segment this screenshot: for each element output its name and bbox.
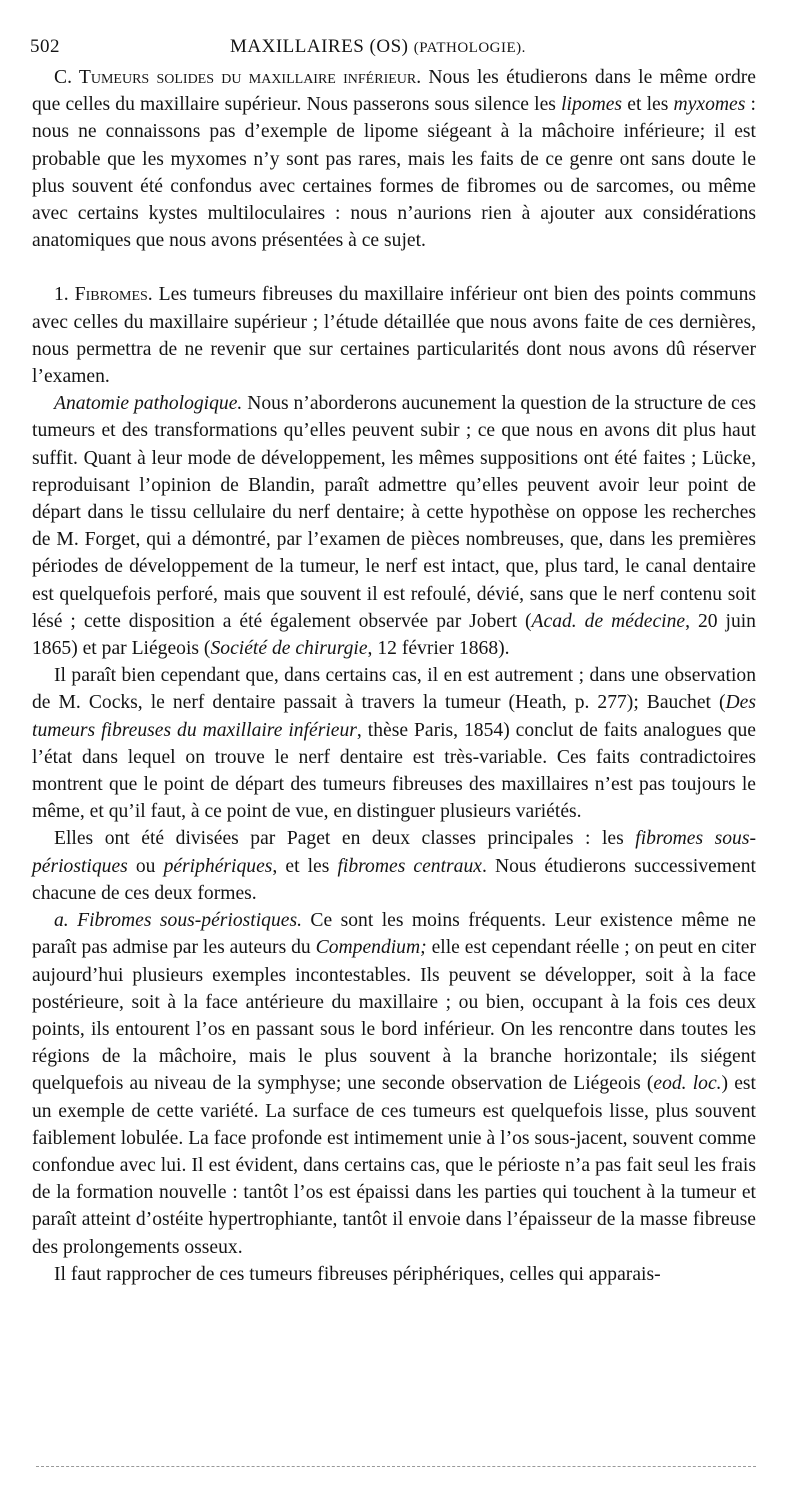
page-header [30,36,770,60]
running-title-main: MAXILLAIRES (OS) [230,36,409,57]
paragraph-fibromes: 1. Fibromes. Les tumeurs fibreuses du maxillaire inférieur ont bien des points communs avec celles du maxillaire supérieur ; l’étude détaillée que nous avons faite de ces dernières, nous permettra de ne revenir que sur certaines particularités dont nous avons dû réserver l’examen. [32,284,756,388]
paragraph-paget: Elles ont été divisées par Paget en deux classes principales : les fibromes sous-périostiques ou périphériques, et les fibromes centraux. Nous étudierons successivement chacune de ces deux formes. [32,828,756,904]
paragraph-anatomie-pathologique: Anatomie pathologique. Nous n’aborderons aucunement la question de la structure de ces tumeurs et des transformations qu’elles peuvent subir ; ce que nous en avons dit plus haut suffit. Quant à leur mode de développement, les mêmes suppositions ont été faites ; Lücke, reproduisant l’opinion de Blandin, paraît admettre qu’elles peuvent avoir leur point de départ dans le tissu cellulaire du nerf dentaire; à cette hypothèse on oppose les recherches de M. Forget, qui a démontré, par l’examen de pièces nombreuses, que, dans les premières périodes de développement de la tumeur, le nerf est intact, que, plus tard, le canal dentaire est quelquefois perforé, mais que souvent il est refoulé, dévié, sans que le nerf contenu soit lésé ; cette disposition a été également observée par Jobert (Acad. de médecine, 20 juin 1865) et par Liégeois (Société de chirurgie, 12 février 1868). [32,393,757,660]
paragraph-tumeurs-solides: C. Tumeurs solides du maxillaire inférieur. Nous les étudierons dans le même ordre que celles du maxillaire supérieur. Nous passerons sous silence les lipomes et les myxomes : nous ne connaissons pas d’exemple de lipome siégeant à la mâchoire inférieure; il est probable que les myxomes n’y sont pas rares, mais les faits de ce genre ont sans doute le plus souvent été confondus avec certaines formes de fibromes ou de sarcomes, ou même avec certains kystes multiloculaires : nous n’aurions rien à ajouter aux considérations anatomiques que nous avons présentées à ce sujet. [32,67,757,252]
paragraph-fibromes-sous-periostiques: a. Fibromes sous-périostiques. Ce sont les moins fréquents. Leur existence même ne paraît pas admise par les auteurs du Compendium; elle est cependant réelle ; on peut en citer aujourd’hui plusieurs exemples incontestables. Ils peuvent se développer, soit à la face postérieure, soit à la face antérieure du maxillaire ; ou bien, occupant à la fois ces deux points, ils entourent l’os en passant sous le bord inférieur. On les rencontre dans toutes les régions de la mâchoire, mais le plus souvent à la branche horizontale; ils siégent quelquefois au niveau de la symphyse; une seconde observation de Liégeois (eod. loc.) est un exemple de cette variété. La surface de ces tumeurs est quelquefois lisse, plus souvent faiblement lobulée. La face profonde est intimement unie à l’os sous-jacent, souvent comme confondue avec lui. Il est évident, dans certains cas, que le périoste n’a pas fait seul les frais de la formation nouvelle : tantôt l’os est épaissi dans les parties qui touchent à la tumeur et paraît atteint d’ostéite hypertrophiante, tantôt il envoie dans l’épaisseur de la masse fibreuse des prolongements osseux. [32,910,757,1258]
page-number: 502 [30,36,60,57]
paragraph-cocks: Il paraît bien cependant que, dans certains cas, il en est autrement ; dans une observation de M. Cocks, le nerf dentaire passait à travers la tumeur (Heath, p. 277); Bauchet (Des tumeurs fibreuses du maxillaire inférieur, thèse Paris, 1854) conclut de faits analogues que l’état dans lequel on trouve le nerf dentaire est très-variable. Ces faits contradictoires montrent que le point de départ des tumeurs fibreuses des maxillaires n’est pas toujours le même, et qu’il faut, à ce point de vue, en distinguer plusieurs variétés. [32,665,756,823]
section-heading-c: C. Tumeurs solides du maxillaire inférieur. [54,67,422,88]
subheading-fibromes-sous-periostiques: a. Fibromes sous-périostiques. [54,910,302,932]
subheading-anatomie: Anatomie pathologique. [54,393,243,415]
page-body [32,64,756,1288]
section-heading-fibromes: 1. Fibromes. [54,284,153,306]
paragraph-last: Il faut rapprocher de ces tumeurs fibreuses périphériques, celles qui apparais- [54,1263,661,1285]
footer-divider [36,1466,756,1467]
running-title [230,36,526,58]
running-title-sub: (PATHOLOGIE). [413,40,526,56]
